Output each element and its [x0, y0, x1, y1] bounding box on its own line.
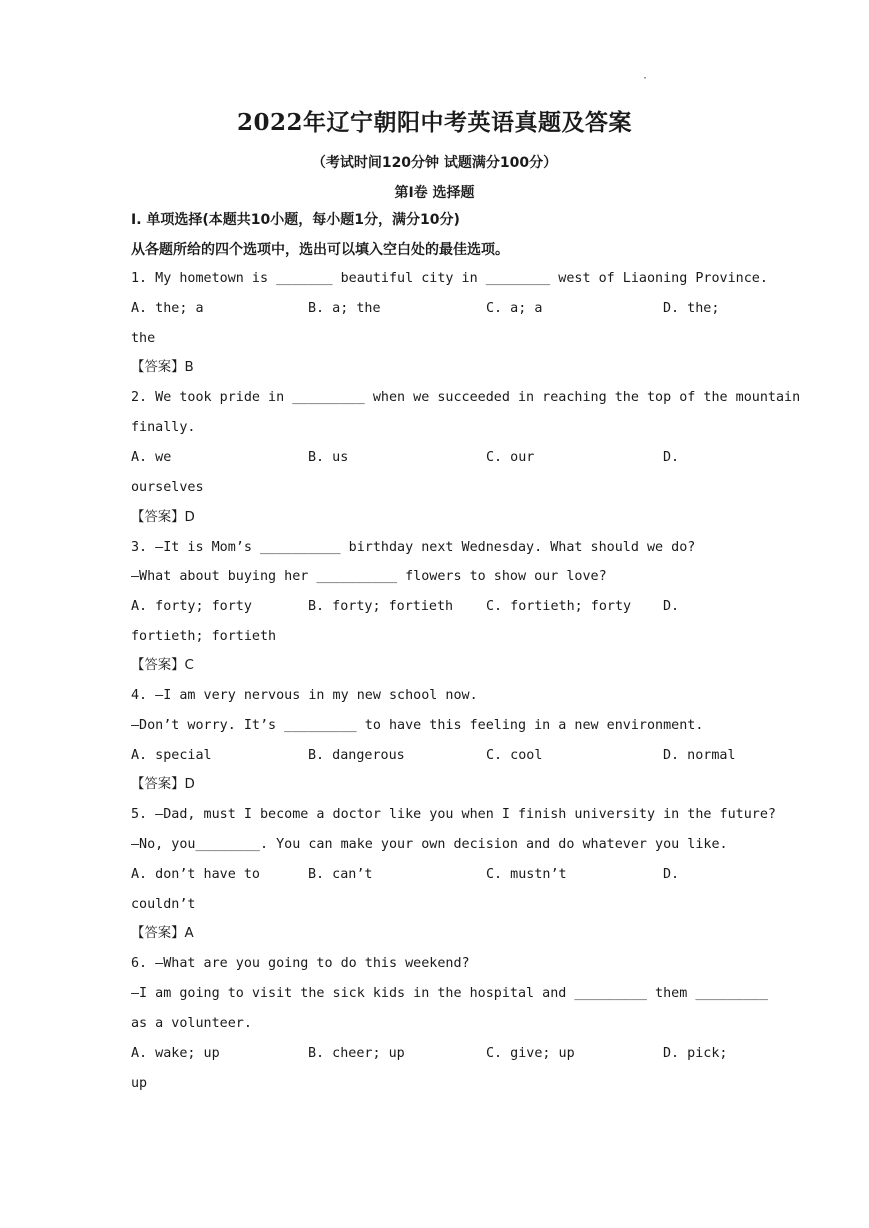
option-c: C. fortieth; forty	[486, 599, 632, 614]
option-wrap: couldn’t	[131, 897, 196, 912]
option-d: D. the;	[663, 301, 720, 316]
option-d: D.	[663, 599, 680, 614]
question-stem: finally.	[131, 420, 196, 435]
exam-title: 2022年辽宁朝阳中考英语真题及答案	[236, 109, 632, 136]
option-d: D. normal	[663, 748, 736, 763]
answer-label: 【答案】B	[131, 360, 194, 375]
page-dot: ·	[642, 73, 649, 84]
option-c: C. our	[486, 450, 535, 465]
option-c: C. cool	[486, 748, 543, 763]
option-c: C. give; up	[486, 1046, 575, 1061]
option-a: A. forty; forty	[131, 599, 252, 614]
question-stem: 5. —Dad, must I become a doctor like you when I finish university in the future?	[131, 807, 776, 822]
option-c: C. mustn’t	[486, 867, 567, 882]
option-wrap: up	[131, 1076, 148, 1091]
section-instruction: 从各题所给的四个选项中，选出可以填入空白处的最佳选项。	[131, 242, 509, 258]
option-wrap: ourselves	[131, 480, 204, 495]
option-c: C. a; a	[486, 301, 543, 316]
option-d: D.	[663, 450, 680, 465]
question-stem: 1. My hometown is _______ beautiful city in ________ west of Liaoning Province.	[131, 271, 768, 286]
option-b: B. can’t	[308, 867, 373, 882]
option-wrap: fortieth; fortieth	[131, 629, 277, 644]
question-stem: 4. —I am very nervous in my new school now.	[131, 688, 478, 703]
question-stem: 2. We took pride in _________ when we succeeded in reaching the top of the mountain	[131, 390, 801, 405]
option-b: B. dangerous	[308, 748, 405, 763]
option-d: D.	[663, 867, 680, 882]
question-stem: as a volunteer.	[131, 1016, 252, 1031]
question-stem: —I am going to visit the sick kids in the hospital and _________ them _________	[131, 986, 768, 1001]
question-stem: —What about buying her __________ flowers to show our love?	[131, 569, 607, 584]
option-a: A. special	[131, 748, 212, 763]
question-stem: 6. —What are you going to do this weekend?	[131, 956, 470, 971]
option-a: A. don’t have to	[131, 867, 260, 882]
answer-label: 【答案】C	[131, 658, 194, 673]
option-a: A. wake; up	[131, 1046, 220, 1061]
volume-heading: 第Ⅰ卷 选择题	[394, 185, 475, 201]
option-b: B. forty; fortieth	[308, 599, 454, 614]
exam-subtitle: （考试时间120分钟 试题满分100分）	[311, 155, 558, 171]
option-a: A. we	[131, 450, 172, 465]
question-stem: —No, you________. You can make your own decision and do whatever you like.	[131, 837, 728, 852]
option-b: B. cheer; up	[308, 1046, 405, 1061]
answer-label: 【答案】A	[131, 926, 194, 941]
section-heading: Ⅰ. 单项选择(本题共10小题，每小题1分，满分10分)	[131, 212, 460, 228]
option-a: A. the; a	[131, 301, 204, 316]
option-d: D. pick;	[663, 1046, 728, 1061]
answer-label: 【答案】D	[131, 510, 195, 525]
question-stem: 3. —It is Mom’s __________ birthday next Wednesday. What should we do?	[131, 540, 696, 555]
option-b: B. us	[308, 450, 349, 465]
option-wrap: the	[131, 331, 156, 346]
answer-label: 【答案】D	[131, 777, 195, 792]
option-b: B. a; the	[308, 301, 381, 316]
question-stem: —Don’t worry. It’s _________ to have this feeling in a new environment.	[131, 718, 704, 733]
